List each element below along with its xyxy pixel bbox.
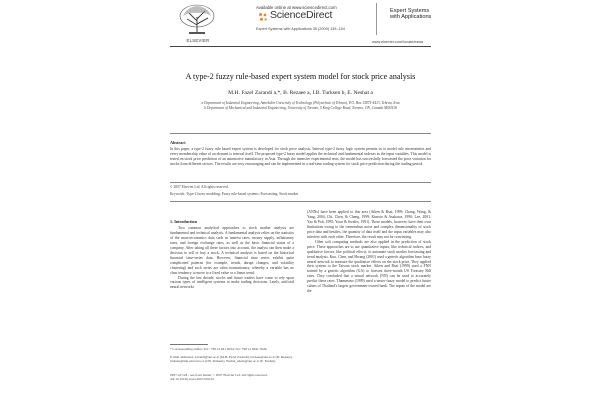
abstract-top-divider (170, 133, 431, 134)
affiliation-b: b Department of Mechanical and Industrial Engineering, University of Toronto, 5 King College Road, Toronto, ON, Canada M5S3G8 (204, 106, 397, 110)
journal-citation: Expert Systems with Applications 36 (2009) 139–154 (256, 27, 345, 31)
keywords-line (170, 192, 298, 196)
introduction-heading: 1. Introduction (170, 219, 197, 224)
footnote-divider (170, 344, 208, 345)
affiliation-a: a Department of Industrial Engineering, Amirkabir University of Technology (Polytechnic of Tehran), P.O. Box 15875-4413, Tehran, Iran (201, 101, 400, 105)
header-divider (170, 46, 431, 47)
sciencedirect-wordmark: ScienceDirect (270, 9, 333, 21)
footnote-email-addresses: E-mail addresses: zarandi@aut.ac.ir (M.H. Fazel Zarandi), brezaee@aut.ac.ir (B. Rezaee), turksen@mie.utoronto.ca (I.B. Turksen), Neshat_ehsan@aut.ac.ir (E. Neshat). (170, 355, 293, 364)
left-column-paragraph-1: Two common analytical approaches to stock market analysis are fundamental and technical analysis. A fundamental analysis relies on the statistics of the macroeconomics data such as interest rates, money supply, inflationary rates, and foreign exchange rates, as well as the basic financial status of a company. After taking all these factors into account, the analyst can then make a decision to sell or buy a stock. A technical analysis is based on the historical financial time-series data. However, financial time series exhibit quite complicated patterns (for example, trends, abrupt changes, and volatility clustering) and such series are often nonstationary, whereby a variable has no clear tendency to move to a fixed value or a linear trend. (170, 226, 294, 275)
abstract-text: In this paper, a type-2 fuzzy rule based expert system is developed for stock price analysis. Interval type-2 fuzzy logic system permits us to model rule uncertainties and every membership value of an element is interval itself. The proposed type-2 fuzzy model applies the technical and fundamental indexes as the input variables. This model is tested on stock price prediction of an automotive manufactory in Asia. Through the intensive experimental tests, the model has successfully forecasted the price variation for stocks from different sectors. The results are very encouraging and can be implemented in a real-time trading system for stock price prediction during the trading period. (170, 147, 431, 166)
article-title: A type-2 fuzzy rule-based expert system model for stock price analysis (185, 72, 416, 81)
sciencedirect-logo-icon (258, 12, 268, 22)
issn-line: 0957-4174/$ - see front matter © 2007 Elsevier Ltd. All rights reserved. (170, 373, 268, 377)
left-column-paragraph-2: During the last decade, stocks and future traders have come to rely upon various types of intelligent systems to make trading decisions. Lately, artificial neural networks (170, 275, 294, 290)
left-column (170, 210, 294, 290)
abstract-bottom-divider (170, 182, 431, 183)
journal-name-line-2: with Applications (390, 14, 432, 21)
article-authors: M.H. Fazel Zarandi a,*, B. Rezaee a, I.B. Turksen b, E. Neshat a (228, 90, 373, 96)
abstract-copyright: © 2007 Elsevier Ltd. All rights reserved. (170, 185, 229, 189)
keywords-divider (170, 201, 431, 202)
publisher-name: ELSEVIER (186, 38, 210, 43)
journal-name-line-1: Expert Systems (390, 8, 430, 14)
abstract-heading: Abstract (170, 140, 186, 145)
right-column (307, 210, 431, 294)
right-column-paragraph-2: Other soft computing methods are also applied in the prediction of stock price. These approaches are to use quantitative inputs, like technical indices, and qualitative factors, like political effects, to automate stock market forecasting and trend analysis. Kuo, Chen, and Hwang (2001) used a genetic algorithm base fuzzy neural network to measure the qualitative effects on the stock price. They applied their system to the Taiwan stock market. Aiken and Bsat (1999) used a FNN trained by a genetic algorithm (GA) to forecast three-month US Treasury Bill rates. They concluded that a neural network (NN) can be used to accurately predict these rates. Thammano (1999) used a neuro-fuzzy model to predict future values of Thailand's largest government-owned bank. The inputs of the model are the (307, 239, 431, 294)
doi-line[interactable]: doi:10.1016/j.eswa.2007.09.034 (170, 377, 214, 382)
keywords-label: Keywords: (170, 192, 186, 196)
journal-url-link[interactable]: www.elsevier.com/locate/eswa (372, 40, 424, 44)
footnote-corresponding-author: * Corresponding author. Tel.: +98 21 641 9034; fax: +98 21 6641 5026. (170, 347, 268, 351)
right-column-paragraph-1: (ANNs) have been applied to this area (Aiken & Bsat, 1999; Chang, Wang, & Yang, 2004; Chi, Chen, & Cheng, 1999; Kimoto & Asakawa, 1990; Lee, 2001; Yao & Poh, 1995; Yoon & Swales, 1991). These models, however, have their own limitations owing to the tremendous noise and complex dimensionality of stock price data and besides, the quantity of data itself and the input variables may also interfere with each other. Therefore, the result may not be convincing. (307, 210, 431, 239)
keywords-list: Type-2 fuzzy modeling; Fuzzy rule-based systems; Forecasting; Stock market (185, 192, 299, 196)
available-online-text[interactable]: Available online at www.sciencedirect.com (256, 5, 337, 10)
journal-title-box (376, 3, 432, 35)
issn-doi-block (170, 373, 268, 382)
elsevier-tree-logo (175, 3, 219, 37)
journal-name (390, 8, 431, 21)
